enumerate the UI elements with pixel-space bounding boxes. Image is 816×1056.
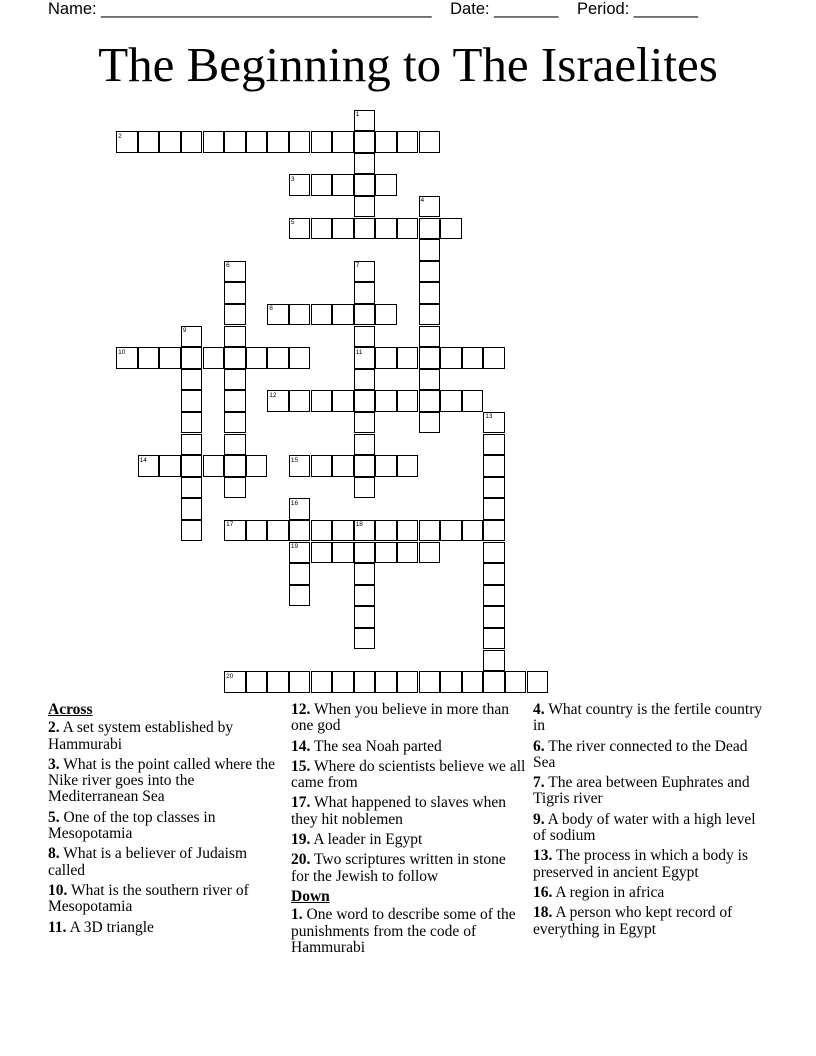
crossword-cell[interactable] xyxy=(311,131,333,153)
crossword-cell[interactable] xyxy=(181,520,203,542)
crossword-cell[interactable] xyxy=(354,390,376,412)
crossword-cell[interactable] xyxy=(440,218,462,240)
clue-number-label: 3 xyxy=(290,175,295,183)
date-field[interactable]: Date: _______ xyxy=(450,0,559,18)
crossword-cell[interactable] xyxy=(483,412,505,434)
clues-column-3 xyxy=(533,702,763,942)
crossword-cell[interactable] xyxy=(354,153,376,175)
clue-across-19: 19. A leader in Egypt xyxy=(291,831,423,849)
crossword-cell[interactable] xyxy=(267,131,289,153)
crossword-cell[interactable] xyxy=(332,304,354,326)
crossword-cell[interactable] xyxy=(181,455,203,477)
crossword-cell[interactable] xyxy=(483,498,505,520)
crossword-cell[interactable] xyxy=(505,671,527,693)
crossword-cell[interactable] xyxy=(440,671,462,693)
crossword-cell[interactable] xyxy=(462,347,484,369)
crossword-cell[interactable] xyxy=(224,477,246,499)
crossword-cell[interactable] xyxy=(354,585,376,607)
crossword-cell[interactable] xyxy=(397,455,419,477)
crossword-cell[interactable] xyxy=(224,304,246,326)
crossword-cell[interactable] xyxy=(483,477,505,499)
crossword-cell[interactable] xyxy=(289,304,311,326)
crossword-cell[interactable] xyxy=(354,455,376,477)
crossword-cell[interactable] xyxy=(181,326,203,348)
crossword-cell[interactable] xyxy=(354,326,376,348)
page-title: The Beginning to The Israelites xyxy=(98,37,718,92)
crossword-cell[interactable] xyxy=(397,671,419,693)
crossword-cell[interactable] xyxy=(483,671,505,693)
clue-across-20: 20. Two scriptures written in stone for the Jewish to follow xyxy=(291,851,506,885)
crossword-cell[interactable] xyxy=(419,261,441,283)
clue-across-3: 3. What is the point called where the Nike river goes into the Mediterranean Sea xyxy=(48,755,275,806)
crossword-cell[interactable] xyxy=(354,131,376,153)
crossword-cell[interactable] xyxy=(354,563,376,585)
crossword-cell[interactable] xyxy=(375,347,397,369)
crossword-cell[interactable] xyxy=(462,390,484,412)
crossword-cell[interactable] xyxy=(181,412,203,434)
crossword-cell[interactable] xyxy=(483,650,505,672)
crossword-cell[interactable] xyxy=(332,542,354,564)
crossword-cell[interactable] xyxy=(224,390,246,412)
crossword-cell[interactable] xyxy=(397,542,419,564)
crossword-cell[interactable] xyxy=(181,498,203,520)
student-info-line xyxy=(48,0,712,20)
crossword-cell[interactable] xyxy=(203,131,225,153)
clue-across-14: 14. The sea Noah parted xyxy=(291,737,442,755)
crossword-cell[interactable] xyxy=(419,390,441,412)
crossword-cell[interactable] xyxy=(181,434,203,456)
crossword-cell[interactable] xyxy=(375,520,397,542)
crossword-cell[interactable] xyxy=(375,304,397,326)
crossword-cell[interactable] xyxy=(419,218,441,240)
crossword-cell[interactable] xyxy=(527,671,549,693)
crossword-cell[interactable] xyxy=(375,671,397,693)
clue-down-7: 7. The area between Euphrates and Tigris river xyxy=(533,774,750,808)
crossword-cell[interactable] xyxy=(116,131,138,153)
crossword-cell[interactable] xyxy=(483,520,505,542)
clue-across-11: 11. A 3D triangle xyxy=(48,918,154,936)
crossword-cell[interactable] xyxy=(483,606,505,628)
crossword-cell[interactable] xyxy=(354,434,376,456)
crossword-cell[interactable] xyxy=(440,347,462,369)
crossword-cell[interactable] xyxy=(332,218,354,240)
crossword-cell[interactable] xyxy=(246,520,268,542)
crossword-cell[interactable] xyxy=(311,174,333,196)
clue-number-label: 13 xyxy=(485,413,493,421)
crossword-cell[interactable] xyxy=(397,131,419,153)
clue-down-4: 4. What country is the fertile country in xyxy=(533,701,763,735)
crossword-cell[interactable] xyxy=(159,455,181,477)
clue-down-18: 18. A person who kept record of everything in Egypt xyxy=(533,904,733,938)
crossword-cell[interactable] xyxy=(289,347,311,369)
crossword-cell[interactable] xyxy=(311,304,333,326)
crossword-cell[interactable] xyxy=(224,412,246,434)
clues-column-1 xyxy=(48,702,284,940)
crossword-cell[interactable] xyxy=(354,628,376,650)
crossword-cell[interactable] xyxy=(483,628,505,650)
crossword-cell[interactable] xyxy=(181,390,203,412)
crossword-cell[interactable] xyxy=(483,542,505,564)
crossword-cell[interactable] xyxy=(224,671,246,693)
crossword-cell[interactable] xyxy=(224,131,246,153)
crossword-cell[interactable] xyxy=(224,326,246,348)
crossword-cell[interactable] xyxy=(419,347,441,369)
crossword-cell[interactable] xyxy=(311,218,333,240)
crossword-cell[interactable] xyxy=(289,585,311,607)
crossword-cell[interactable] xyxy=(419,304,441,326)
crossword-cell[interactable] xyxy=(483,455,505,477)
crossword-cell[interactable] xyxy=(419,412,441,434)
crossword-cell[interactable] xyxy=(267,671,289,693)
crossword-cell[interactable] xyxy=(419,671,441,693)
clue-across-10: 10. What is the southern river of Mesopotamia xyxy=(48,881,249,916)
crossword-cell[interactable] xyxy=(181,369,203,391)
crossword-cell[interactable] xyxy=(354,477,376,499)
clues-column-2 xyxy=(291,702,527,960)
crossword-cell[interactable] xyxy=(332,174,354,196)
clue-number-label: 20 xyxy=(226,672,234,680)
crossword-cell[interactable] xyxy=(267,390,289,412)
crossword-cell[interactable] xyxy=(311,520,333,542)
clue-across-2: 2. A set system established by Hammurabi xyxy=(48,719,234,753)
crossword-cell[interactable] xyxy=(138,347,160,369)
crossword-cell[interactable] xyxy=(246,347,268,369)
crossword-cell[interactable] xyxy=(483,347,505,369)
crossword-cell[interactable] xyxy=(246,131,268,153)
crossword-cell[interactable] xyxy=(375,455,397,477)
crossword-cell[interactable] xyxy=(289,542,311,564)
crossword-cell[interactable] xyxy=(397,390,419,412)
crossword-cell[interactable] xyxy=(332,520,354,542)
crossword-cell[interactable] xyxy=(354,347,376,369)
clue-number-label: 4 xyxy=(420,197,425,205)
clue-number-label: 5 xyxy=(290,219,295,226)
crossword-cell[interactable] xyxy=(354,671,376,693)
clue-number-label: 17 xyxy=(226,521,234,529)
crossword-cell[interactable] xyxy=(419,131,441,153)
crossword-cell[interactable] xyxy=(311,455,333,477)
crossword-cell[interactable] xyxy=(375,390,397,412)
crossword-cell[interactable] xyxy=(289,520,311,542)
name-field[interactable]: Name: ____________________________________ xyxy=(48,0,432,18)
clue-number-label: 1 xyxy=(355,111,360,118)
crossword-cell[interactable] xyxy=(224,282,246,304)
crossword-cell[interactable] xyxy=(462,520,484,542)
clue-number-label: 10 xyxy=(118,348,126,356)
crossword-cell[interactable] xyxy=(203,347,225,369)
clue-number-label: 18 xyxy=(355,521,363,529)
crossword-cell[interactable] xyxy=(483,585,505,607)
crossword-cell[interactable] xyxy=(267,520,289,542)
crossword-cell[interactable] xyxy=(397,520,419,542)
crossword-cell[interactable] xyxy=(375,174,397,196)
clue-number-label: 15 xyxy=(290,456,299,464)
crossword-cell[interactable] xyxy=(440,390,462,412)
crossword-cell[interactable] xyxy=(138,131,160,153)
crossword-cell[interactable] xyxy=(159,347,181,369)
crossword-cell[interactable] xyxy=(224,520,246,542)
clue-down-1: 1. One word to describe some of the punishments from the code of Hammurabi xyxy=(291,906,516,956)
crossword-cell[interactable] xyxy=(224,261,246,283)
crossword-cell[interactable] xyxy=(289,498,311,520)
crossword-cell[interactable] xyxy=(354,282,376,304)
clue-number-label: 9 xyxy=(182,327,187,334)
crossword-cell[interactable] xyxy=(440,520,462,542)
clue-across-12: 12. When you believe in more than one god xyxy=(291,701,509,735)
crossword-cell[interactable] xyxy=(483,434,505,456)
crossword-cell[interactable] xyxy=(419,369,441,391)
crossword-cell[interactable] xyxy=(311,390,333,412)
crossword-cell[interactable] xyxy=(419,520,441,542)
crossword-cell[interactable] xyxy=(224,455,246,477)
crossword-cell[interactable] xyxy=(224,434,246,456)
clue-number-label: 14 xyxy=(139,456,147,464)
crossword-cell[interactable] xyxy=(289,455,311,477)
crossword-cell[interactable] xyxy=(332,671,354,693)
crossword-cell[interactable] xyxy=(267,347,289,369)
crossword-cell[interactable] xyxy=(483,563,505,585)
crossword-cell[interactable] xyxy=(181,347,203,369)
crossword-cell[interactable] xyxy=(354,369,376,391)
clue-number-label: 12 xyxy=(269,391,277,399)
crossword-cell[interactable] xyxy=(419,239,441,261)
clue-across-15: 15. Where do scientists believe we all came from xyxy=(291,757,526,792)
across-heading: Across xyxy=(48,701,93,718)
crossword-cell[interactable] xyxy=(354,218,376,240)
clue-number-label: 8 xyxy=(269,305,273,313)
crossword-cell[interactable] xyxy=(332,455,354,477)
crossword-cell[interactable] xyxy=(419,326,441,348)
clue-across-17: 17. What happened to slaves when they hit noblemen xyxy=(291,794,506,828)
clue-down-9: 9. A body of water with a high level of sodium xyxy=(533,810,756,845)
crossword-cell[interactable] xyxy=(159,131,181,153)
crossword-cell[interactable] xyxy=(354,196,376,218)
crossword-cell[interactable] xyxy=(419,196,441,218)
crossword-cell[interactable] xyxy=(289,174,311,196)
crossword-cell[interactable] xyxy=(397,347,419,369)
crossword-cell[interactable] xyxy=(224,369,246,391)
crossword-cell[interactable] xyxy=(289,218,311,240)
crossword-cell[interactable] xyxy=(354,174,376,196)
crossword-cell[interactable] xyxy=(354,520,376,542)
crossword-cell[interactable] xyxy=(419,542,441,564)
crossword-cell[interactable] xyxy=(267,304,289,326)
clue-number-label: 19 xyxy=(290,543,299,550)
crossword-cell[interactable] xyxy=(311,542,333,564)
down-heading: Down xyxy=(291,887,330,905)
crossword-cell[interactable] xyxy=(138,455,160,477)
clue-across-5: 5. One of the top classes in Mesopotamia xyxy=(48,808,216,843)
clue-number-label: 11 xyxy=(355,348,363,356)
crossword-cell[interactable] xyxy=(375,542,397,564)
crossword-cell[interactable] xyxy=(246,671,268,693)
crossword-cell[interactable] xyxy=(354,606,376,628)
clue-down-13: 13. The process in which a body is preserved in ancient Egypt xyxy=(533,847,748,881)
crossword-cell[interactable] xyxy=(354,110,376,132)
crossword-cell[interactable] xyxy=(311,671,333,693)
crossword-cell[interactable] xyxy=(397,218,419,240)
crossword-cell[interactable] xyxy=(462,671,484,693)
crossword-cell[interactable] xyxy=(116,347,138,369)
crossword-cell[interactable] xyxy=(289,390,311,412)
crossword-cell[interactable] xyxy=(332,131,354,153)
crossword-cell[interactable] xyxy=(354,412,376,434)
crossword-cell[interactable] xyxy=(375,218,397,240)
clue-number-label: 2 xyxy=(118,132,122,140)
crossword-cell[interactable] xyxy=(354,304,376,326)
crossword-cell[interactable] xyxy=(246,455,268,477)
crossword-cell[interactable] xyxy=(181,131,203,153)
crossword-cell[interactable] xyxy=(181,477,203,499)
crossword-cell[interactable] xyxy=(289,131,311,153)
crossword-cell[interactable] xyxy=(419,282,441,304)
clue-across-8: 8. What is a believer of Judaism called xyxy=(48,845,248,879)
crossword-cell[interactable] xyxy=(289,563,311,585)
crossword-cell[interactable] xyxy=(354,542,376,564)
clue-number-label: 16 xyxy=(290,499,299,507)
period-field[interactable]: Period: _______ xyxy=(577,0,699,18)
clue-number-label: 7 xyxy=(355,262,360,270)
crossword-cell[interactable] xyxy=(375,131,397,153)
clue-number-label: 6 xyxy=(226,262,230,270)
crossword-cell[interactable] xyxy=(289,671,311,693)
crossword-cell[interactable] xyxy=(203,455,225,477)
clue-down-6: 6. The river connected to the Dead Sea xyxy=(533,737,748,771)
crossword-cell[interactable] xyxy=(332,390,354,412)
clue-down-16: 16. A region in africa xyxy=(533,883,665,901)
crossword-cell[interactable] xyxy=(354,261,376,283)
crossword-cell[interactable] xyxy=(224,347,246,369)
